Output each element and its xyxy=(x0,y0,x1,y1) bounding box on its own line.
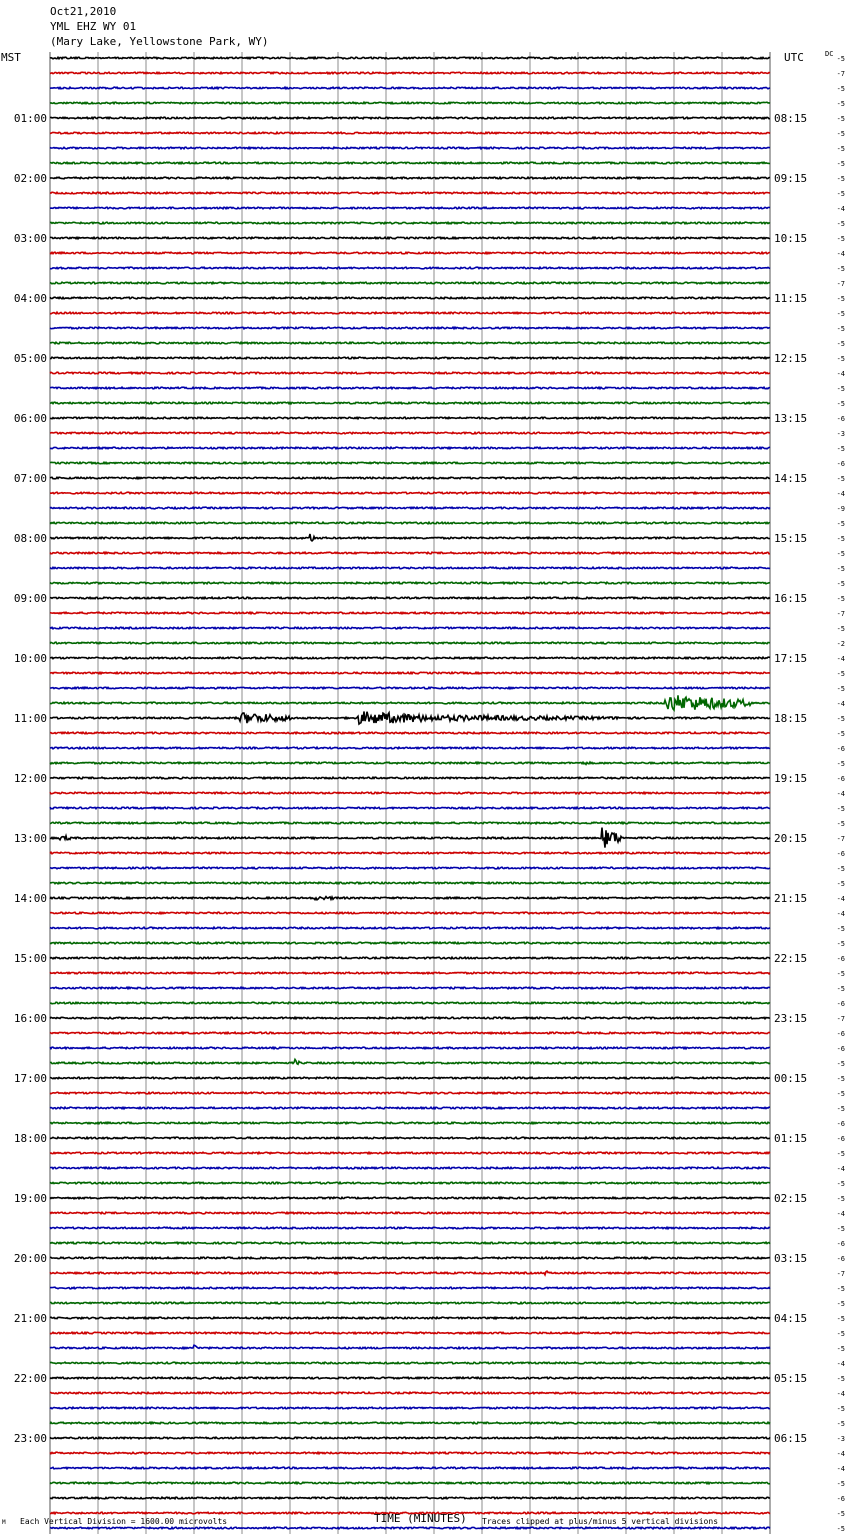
left-hour-label: 19:00 xyxy=(13,1192,47,1205)
dc-offset-label: -5 xyxy=(836,1510,845,1518)
right-timezone-label: UTC xyxy=(784,51,804,64)
trace-line xyxy=(50,1345,770,1349)
dc-offset-label: -5 xyxy=(836,445,845,453)
right-hour-label: 10:15 xyxy=(774,232,808,245)
dc-offset-label: -5 xyxy=(836,1090,845,1098)
trace-line xyxy=(50,1197,770,1199)
dc-offset-label: -5 xyxy=(836,1060,845,1068)
right-hour-label: 03:15 xyxy=(774,1252,808,1265)
dc-offset-label: -5 xyxy=(836,1525,845,1533)
dc-offset-label: -5 xyxy=(836,1420,845,1428)
trace-line xyxy=(50,1212,770,1214)
trace-line xyxy=(50,1032,770,1034)
dc-offset-label: -4 xyxy=(836,910,845,918)
dc-offset-label: -3 xyxy=(836,430,845,438)
right-hour-label: 21:15 xyxy=(774,892,808,905)
dc-offset-label: -4 xyxy=(836,895,845,903)
left-hour-label: 14:00 xyxy=(13,892,47,905)
dc-offset-label: -4 xyxy=(836,1210,845,1218)
trace-line xyxy=(50,912,770,914)
footer-scale: Each Vertical Division = 1600.00 microvolts xyxy=(20,1517,228,1526)
left-hour-label: 12:00 xyxy=(13,772,47,785)
trace-line xyxy=(50,1437,770,1439)
trace-line xyxy=(50,462,770,464)
dc-offset-label: -5 xyxy=(836,670,845,678)
trace-line xyxy=(50,627,770,629)
dc-offset-label: -9 xyxy=(836,505,845,513)
trace-line xyxy=(50,597,770,599)
trace-line xyxy=(50,402,770,404)
dc-offset-label: -5 xyxy=(836,730,845,738)
left-hour-label: 16:00 xyxy=(13,1012,47,1025)
trace-line xyxy=(50,695,770,710)
trace-line xyxy=(50,534,770,541)
trace-line xyxy=(50,792,770,794)
dc-offset-label: -6 xyxy=(836,1255,845,1263)
dc-offset-label: -5 xyxy=(836,1285,845,1293)
dc-offset-label: -5 xyxy=(836,190,845,198)
trace-line xyxy=(50,1392,770,1394)
trace-line xyxy=(50,882,770,884)
trace-line xyxy=(50,87,770,89)
right-hour-label: 11:15 xyxy=(774,292,808,305)
trace-line xyxy=(50,432,770,434)
left-hour-label: 17:00 xyxy=(13,1072,47,1085)
dc-offset-label: -5 xyxy=(836,85,845,93)
right-hour-label: 14:15 xyxy=(774,472,808,485)
right-hour-label: 01:15 xyxy=(774,1132,808,1145)
dc-offset-label: -6 xyxy=(836,415,845,423)
dc-offset-label: -4 xyxy=(836,700,845,708)
dc-offset-label: -5 xyxy=(836,820,845,828)
dc-offset-label: -5 xyxy=(836,715,845,723)
right-hour-label: 12:15 xyxy=(774,352,808,365)
dc-offset-label: -4 xyxy=(836,1465,845,1473)
trace-line xyxy=(50,132,770,134)
left-hour-label: 18:00 xyxy=(13,1132,47,1145)
dc-offset-label: -7 xyxy=(836,1270,845,1278)
dc-offset-label: -5 xyxy=(836,865,845,873)
trace-line xyxy=(50,777,770,779)
trace-line xyxy=(50,1527,770,1529)
right-hour-label: 23:15 xyxy=(774,1012,808,1025)
dc-offset-label: -5 xyxy=(836,115,845,123)
left-hour-label: 10:00 xyxy=(13,652,47,665)
dc-offset-label: -6 xyxy=(836,1135,845,1143)
dc-offset-label: -5 xyxy=(836,175,845,183)
traces xyxy=(50,57,770,1534)
left-hour-label: 09:00 xyxy=(13,592,47,605)
trace-line xyxy=(50,267,770,269)
right-hour-label: 15:15 xyxy=(774,532,808,545)
trace-line xyxy=(50,807,770,809)
footer-clip: Traces clipped at plus/minus 5 vertical divisions xyxy=(482,1517,719,1526)
dc-offset-label: -7 xyxy=(836,70,845,78)
dc-offset-label: -4 xyxy=(836,790,845,798)
trace-line xyxy=(50,192,770,194)
trace-line xyxy=(50,237,770,239)
left-timezone-label: MST xyxy=(1,51,21,64)
dc-offset-label: -4 xyxy=(836,490,845,498)
trace-line xyxy=(50,612,770,614)
left-hour-label: 15:00 xyxy=(13,952,47,965)
dc-label: DC xyxy=(825,50,834,58)
dc-offset-label: -5 xyxy=(836,340,845,348)
trace-line xyxy=(50,1092,770,1094)
trace-line xyxy=(50,972,770,974)
left-hour-label: 08:00 xyxy=(13,532,47,545)
trace-line xyxy=(50,492,770,494)
trace-line xyxy=(50,1167,770,1169)
dc-offset-label: -5 xyxy=(836,580,845,588)
right-hour-label: 16:15 xyxy=(774,592,808,605)
dc-offset-label: -5 xyxy=(836,295,845,303)
dc-offset-label: -4 xyxy=(836,1360,845,1368)
dc-offset-label: -5 xyxy=(836,925,845,933)
trace-line xyxy=(50,177,770,179)
dc-offset-label: -5 xyxy=(836,595,845,603)
dc-offset-label: -5 xyxy=(836,400,845,408)
left-hour-label: 07:00 xyxy=(13,472,47,485)
trace-line xyxy=(50,642,770,644)
trace-line xyxy=(50,822,770,824)
dc-offset-label: -5 xyxy=(836,1345,845,1353)
dc-offset-label: -5 xyxy=(836,1180,845,1188)
right-hour-label: 04:15 xyxy=(774,1312,808,1325)
dc-offset-label: -5 xyxy=(836,325,845,333)
right-hour-label: 20:15 xyxy=(774,832,808,845)
left-hour-label: 05:00 xyxy=(13,352,47,365)
trace-line xyxy=(50,387,770,389)
trace-line xyxy=(50,1257,770,1259)
trace-line xyxy=(50,942,770,944)
trace-line xyxy=(50,282,770,284)
dc-offset-label: -5 xyxy=(836,940,845,948)
dc-offset-label: -3 xyxy=(836,1435,845,1443)
trace-line xyxy=(50,927,770,929)
dc-offset-label: -5 xyxy=(836,520,845,528)
dc-offset-label: -6 xyxy=(836,1045,845,1053)
trace-line xyxy=(50,1137,770,1139)
right-hour-label: 18:15 xyxy=(774,712,808,725)
trace-line xyxy=(50,828,770,848)
right-hour-label: 19:15 xyxy=(774,772,808,785)
trace-line xyxy=(50,342,770,344)
dc-offset-label: -5 xyxy=(836,1075,845,1083)
location-label: (Mary Lake, Yellowstone Park, WY) xyxy=(50,35,269,48)
dc-offset-label: -5 xyxy=(836,1315,845,1323)
trace-line xyxy=(50,357,770,359)
dc-offset-label: -5 xyxy=(836,880,845,888)
trace-line xyxy=(50,1271,770,1275)
trace-line xyxy=(50,711,770,724)
dc-offset-label: -5 xyxy=(836,550,845,558)
labels xyxy=(14,55,845,1534)
dc-offset-label: -5 xyxy=(836,1150,845,1158)
trace-line xyxy=(50,897,770,900)
trace-line xyxy=(50,552,770,554)
dc-offset-label: -5 xyxy=(836,145,845,153)
dc-offset-label: -4 xyxy=(836,205,845,213)
dc-offset-label: -5 xyxy=(836,265,845,273)
trace-line xyxy=(50,1152,770,1154)
trace-line xyxy=(50,1242,770,1244)
trace-line xyxy=(50,1317,770,1319)
dc-offset-label: -5 xyxy=(836,1195,845,1203)
trace-line xyxy=(50,1467,770,1469)
right-hour-label: 02:15 xyxy=(774,1192,808,1205)
trace-line xyxy=(50,372,770,374)
dc-offset-label: -7 xyxy=(836,280,845,288)
trace-line xyxy=(50,1407,770,1409)
dc-offset-label: -6 xyxy=(836,850,845,858)
dc-offset-label: -6 xyxy=(836,1030,845,1038)
dc-offset-label: -5 xyxy=(836,535,845,543)
trace-line xyxy=(50,1122,770,1124)
date-label: Oct21,2010 xyxy=(50,5,117,18)
left-hour-label: 22:00 xyxy=(13,1372,47,1385)
dc-offset-label: -6 xyxy=(836,1000,845,1008)
dc-offset-label: -5 xyxy=(836,1480,845,1488)
trace-line xyxy=(50,1107,770,1109)
dc-offset-label: -5 xyxy=(836,235,845,243)
trace-line xyxy=(50,312,770,314)
left-hour-label: 02:00 xyxy=(13,172,47,185)
left-hour-label: 01:00 xyxy=(13,112,47,125)
trace-line xyxy=(50,1302,770,1304)
dc-offset-label: -4 xyxy=(836,370,845,378)
trace-line xyxy=(50,657,770,659)
dc-offset-label: -5 xyxy=(836,130,845,138)
trace-line xyxy=(50,222,770,224)
dc-offset-label: -5 xyxy=(836,685,845,693)
dc-offset-label: -5 xyxy=(836,475,845,483)
dc-offset-label: -7 xyxy=(836,610,845,618)
trace-line xyxy=(50,1362,770,1364)
trace-line xyxy=(50,747,770,749)
dc-offset-label: -6 xyxy=(836,1120,845,1128)
dc-offset-label: -5 xyxy=(836,625,845,633)
trace-line xyxy=(50,522,770,524)
right-hour-label: 09:15 xyxy=(774,172,808,185)
trace-line xyxy=(50,1182,770,1184)
dc-offset-label: -5 xyxy=(836,220,845,228)
dc-offset-label: -4 xyxy=(836,1165,845,1173)
trace-line xyxy=(50,1287,770,1289)
trace-line xyxy=(50,1002,770,1004)
trace-line xyxy=(50,687,770,689)
dc-offset-label: -5 xyxy=(836,1375,845,1383)
trace-line xyxy=(50,672,770,674)
right-hour-label: 00:15 xyxy=(774,1072,808,1085)
trace-line xyxy=(50,252,770,254)
trace-line xyxy=(50,102,770,104)
dc-offset-label: -5 xyxy=(836,100,845,108)
trace-line xyxy=(50,582,770,584)
trace-line xyxy=(50,327,770,329)
dc-offset-label: -5 xyxy=(836,760,845,768)
right-hour-label: 06:15 xyxy=(774,1432,808,1445)
left-hour-label: 20:00 xyxy=(13,1252,47,1265)
trace-line xyxy=(50,207,770,209)
trace-line xyxy=(50,447,770,449)
trace-line xyxy=(50,1482,770,1484)
x-axis-title: TIME (MINUTES) xyxy=(374,1512,467,1525)
trace-line xyxy=(50,477,770,479)
trace-line xyxy=(50,1332,770,1334)
trace-line xyxy=(50,1377,770,1379)
left-hour-label: 11:00 xyxy=(13,712,47,725)
trace-line xyxy=(50,1227,770,1229)
right-hour-label: 13:15 xyxy=(774,412,808,425)
trace-line xyxy=(50,762,770,764)
trace-line xyxy=(50,162,770,164)
trace-line xyxy=(50,297,770,299)
trace-line xyxy=(50,1422,770,1424)
trace-line xyxy=(50,1452,770,1454)
trace-line xyxy=(50,867,770,869)
trace-line xyxy=(50,567,770,569)
trace-line xyxy=(50,957,770,959)
trace-line xyxy=(50,1047,770,1049)
right-hour-label: 22:15 xyxy=(774,952,808,965)
trace-line xyxy=(50,1497,770,1499)
dc-offset-label: -5 xyxy=(836,1300,845,1308)
dc-offset-label: -4 xyxy=(836,655,845,663)
left-hour-label: 13:00 xyxy=(13,832,47,845)
trace-line xyxy=(50,1077,770,1079)
dc-offset-label: -5 xyxy=(836,970,845,978)
trace-line xyxy=(50,1059,770,1064)
left-hour-label: 04:00 xyxy=(13,292,47,305)
footer-mark: M xyxy=(2,1519,6,1526)
dc-offset-label: -5 xyxy=(836,355,845,363)
dc-offset-label: -4 xyxy=(836,1390,845,1398)
trace-line xyxy=(50,732,770,734)
dc-offset-label: -5 xyxy=(836,805,845,813)
right-hour-label: 08:15 xyxy=(774,112,808,125)
dc-offset-label: -5 xyxy=(836,565,845,573)
station-label: YML EHZ WY 01 xyxy=(50,20,137,33)
trace-line xyxy=(50,852,770,854)
left-hour-label: 03:00 xyxy=(13,232,47,245)
trace-line xyxy=(50,987,770,989)
trace-line xyxy=(50,507,770,509)
dc-offset-label: -7 xyxy=(836,1015,845,1023)
left-hour-label: 23:00 xyxy=(13,1432,47,1445)
trace-line xyxy=(50,417,770,419)
dc-offset-label: -2 xyxy=(836,640,845,648)
left-hour-label: 06:00 xyxy=(13,412,47,425)
dc-offset-label: -6 xyxy=(836,955,845,963)
dc-offset-label: -5 xyxy=(836,1330,845,1338)
dc-offset-label: -6 xyxy=(836,745,845,753)
trace-line xyxy=(50,1017,770,1019)
dc-offset-label: -5 xyxy=(836,385,845,393)
trace-line xyxy=(50,117,770,119)
dc-offset-label: -7 xyxy=(836,835,845,843)
trace-line xyxy=(50,57,770,59)
dc-offset-label: -5 xyxy=(836,1405,845,1413)
dc-offset-label: -5 xyxy=(836,310,845,318)
dc-offset-label: -5 xyxy=(836,55,845,63)
dc-offset-label: -6 xyxy=(836,460,845,468)
dc-offset-label: -6 xyxy=(836,1495,845,1503)
dc-offset-label: -4 xyxy=(836,250,845,258)
right-hour-label: 05:15 xyxy=(774,1372,808,1385)
trace-line xyxy=(50,147,770,149)
left-hour-label: 21:00 xyxy=(13,1312,47,1325)
right-hour-label: 17:15 xyxy=(774,652,808,665)
dc-offset-label: -5 xyxy=(836,1105,845,1113)
trace-line xyxy=(50,72,770,74)
dc-offset-label: -5 xyxy=(836,985,845,993)
dc-offset-label: -6 xyxy=(836,1240,845,1248)
dc-offset-label: -4 xyxy=(836,1450,845,1458)
dc-offset-label: -5 xyxy=(836,160,845,168)
dc-offset-label: -6 xyxy=(836,775,845,783)
dc-offset-label: -5 xyxy=(836,1225,845,1233)
